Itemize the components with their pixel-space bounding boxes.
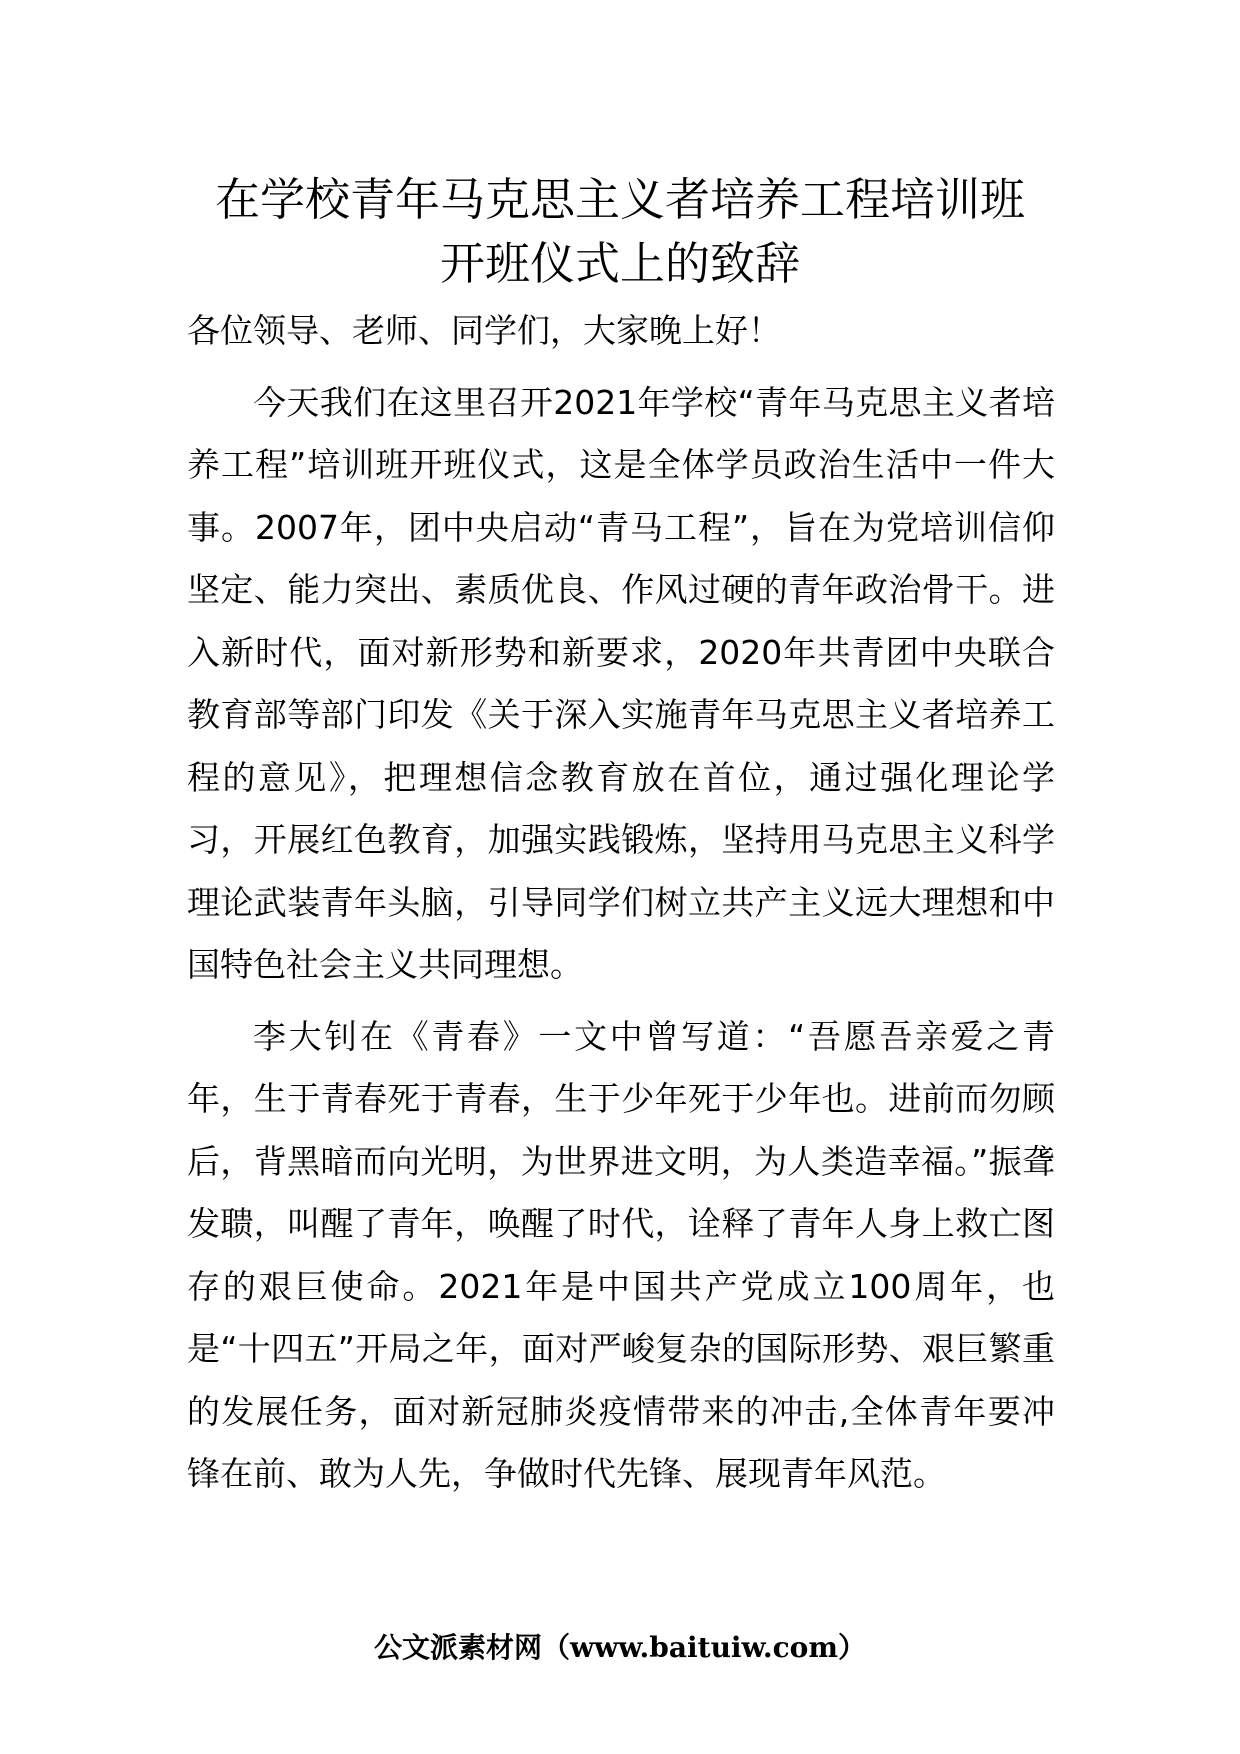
footer-watermark: 公文派素材网（www.baituiw.com）: [374, 1631, 866, 1664]
paragraph-2: 李大钊在《青春》一文中曾写道：“吾愿吾亲爱之青年，生于青春死于青春，生于少年死于少年也。进前而勿顾后，背黑暗而向光明，为世界进文明，为人类造幸福。”振聋发聩，叫醒了青年，唤醒了时代，诠释了青年人身上救亡图存的艰巨使命。2021年是中国共产党成立100周年，也是“十四五”开局之年，面对严峻复杂的国际形势、艰巨繁重的发展任务，面对新冠肺炎疫情带来的冲击,全体青年要冲锋在前、敢为人先，争做时代先锋、展现青年风范。: [187, 1016, 1055, 1493]
document-title: [150, 168, 1090, 296]
document-body: [187, 300, 1055, 1506]
title-line-2: 开班仪式上的致辞: [439, 237, 800, 290]
title-line-1: 在学校青年马克思主义者培养工程培训班: [214, 173, 1025, 226]
greeting-line: 各位领导、老师、同学们，大家晚上好！: [187, 311, 781, 350]
paragraph-1: 今天我们在这里召开2021年学校“青年马克思主义者培养工程”培训班开班仪式，这是全体学员政治生活中一件大事。2007年，团中央启动“青马工程”，旨在为党培训信仰坚定、能力突出、素质优良、作风过硬的青年政治骨干。进入新时代，面对新形势和新要求，2020年共青团中央联合教育部等部门印发《关于深入实施青年马克思主义者培养工程的意见》，把理想信念教育放在首位，通过强化理论学习，开展红色教育，加强实践锻炼，坚持用马克思主义科学理论武装青年头脑，引导同学们树立共产主义远大理想和中国特色社会主义共同理想。: [187, 382, 1055, 984]
